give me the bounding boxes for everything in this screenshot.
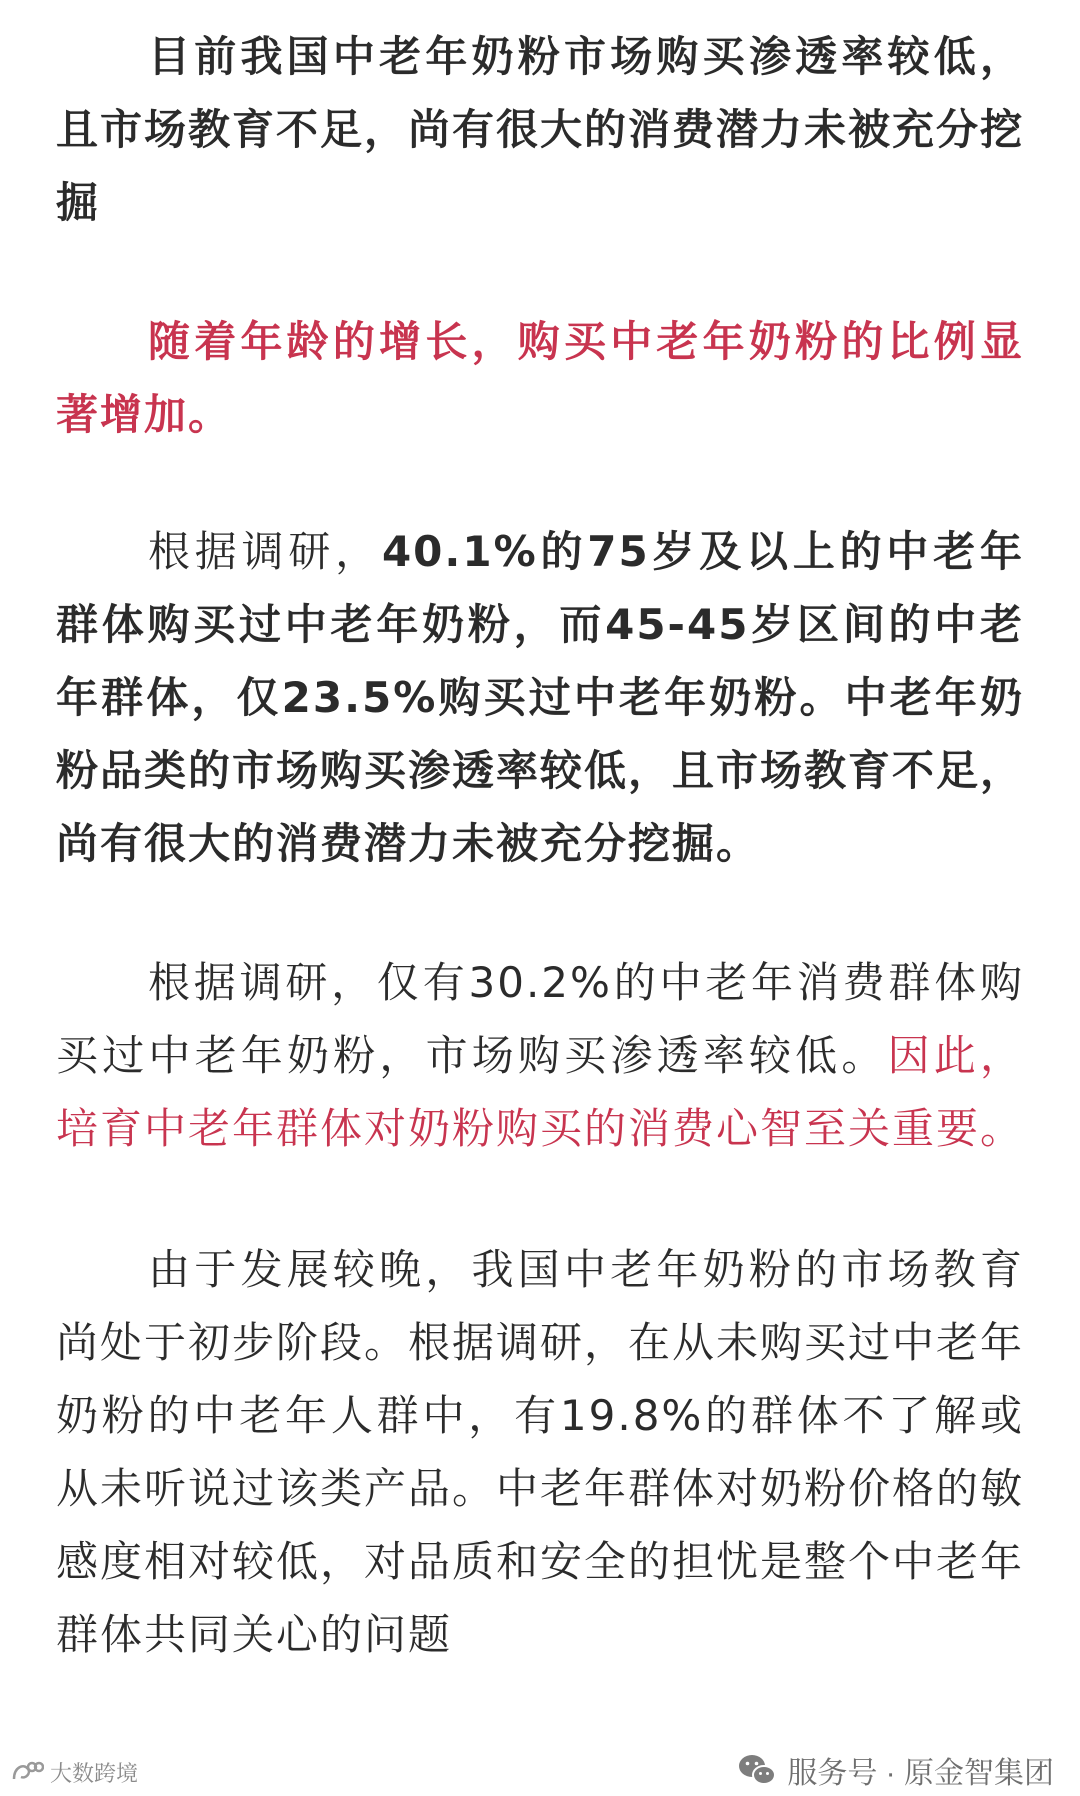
wechat-icon: [737, 1752, 777, 1788]
paragraph-survey-2: [56, 946, 1024, 1165]
watermark-text: 大数跨境: [50, 1760, 139, 1786]
paragraph-highlight-heading: 随着年龄的增长，购买中老年奶粉的比例显著增加。: [56, 317, 1024, 439]
survey-1-body: 40.1%的75岁及以上的中老年群体购买过中老年奶粉，而45-45岁区间的中老年群体，仅23.5%购买过中老年奶粉。中老年奶粉品类的市场购买渗透率较低，且市场教育不足，尚有很大的消费潜力未被充分挖掘。: [56, 527, 1025, 868]
footer-source-label: 服务号 · 原金智集团: [787, 1757, 1054, 1790]
paragraph-intro-heading: 目前我国中老年奶粉市场购买渗透率较低，且市场教育不足，尚有很大的消费潜力未被充分挖掘: [56, 32, 1025, 227]
survey-1-lead: 根据调研，: [148, 527, 382, 576]
survey-2-highlight: 因此，培育中老年群体对奶粉购买的消费心智至关重要。: [56, 1031, 1025, 1153]
paragraph-market-education: 由于发展较晚，我国中老年奶粉的市场教育尚处于初步阶段。根据调研，在从未购买过中老年奶粉的中老年人群中，有19.8%的群体不了解或从未听说过该类产品。中老年群体对奶粉价格的敏感度相对较低，对品质和安全的担忧是整个中老年群体共同关心的问题: [56, 1245, 1025, 1659]
paragraph-survey-1: [56, 515, 1024, 880]
survey-2-text: 根据调研，仅有30.2%的中老年消费群体购买过中老年奶粉，市场购买渗透率较低。: [56, 958, 1024, 1080]
footer-source: [737, 1748, 1054, 1792]
brand-logo-icon: [10, 1759, 44, 1785]
article-body: [56, 20, 1024, 1671]
watermark: [10, 1756, 138, 1788]
